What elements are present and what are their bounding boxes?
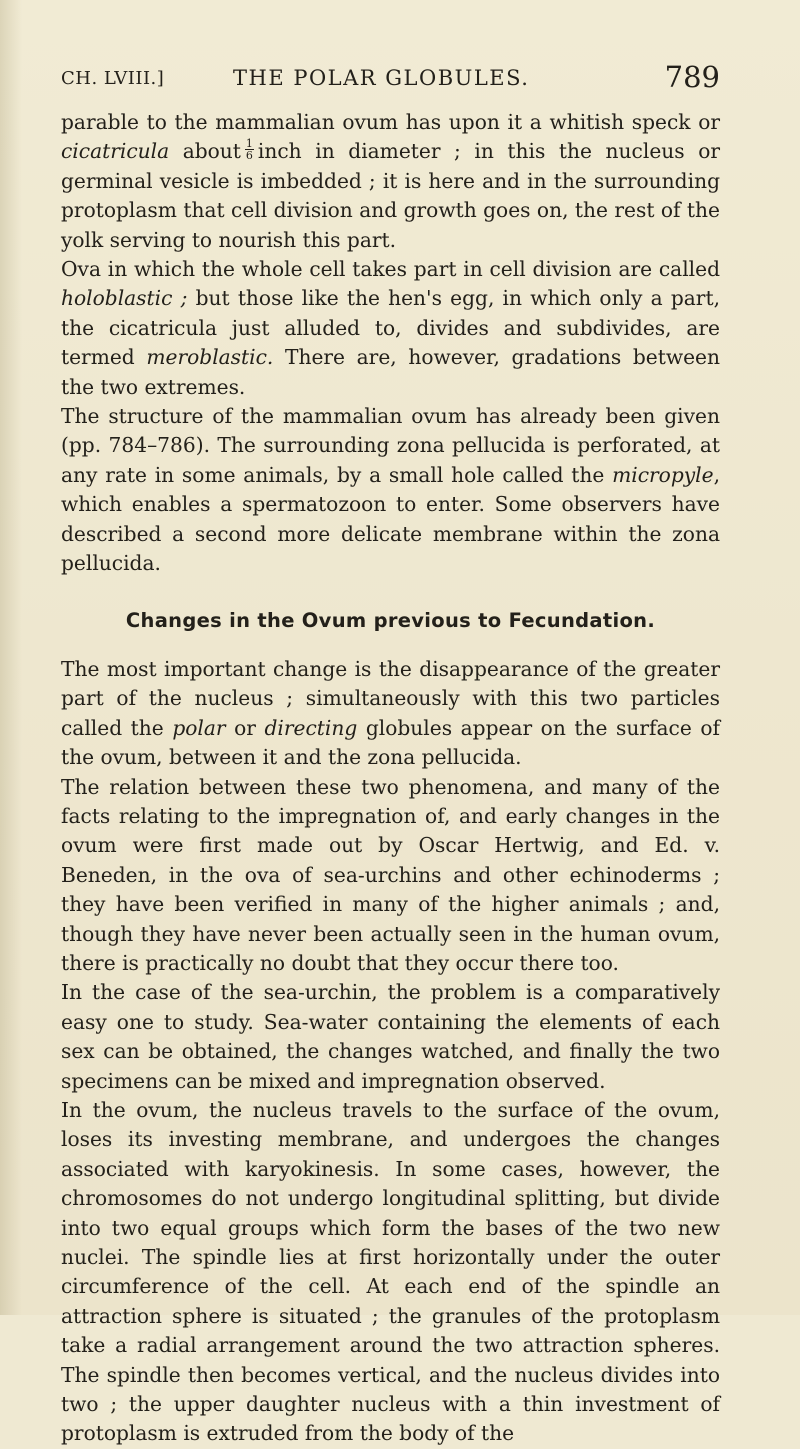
paragraph-5: The relation between these two phenomena, and many of the facts relating to the impregnation of, and early changes in the ovum were first made out by Oscar Hertwig, and Ed. v. Beneden, in the ova of sea-urchins and other echinoderms ; they have been verified in many of the higher animals ; and, though they have never been actually seen in the human ovum, there is practically no doubt that they occur there too. [61,774,720,975]
term-polar: polar [172,715,226,740]
paragraph-4-text-c: globules appear on the surface of the ovum, between it and the zona pellucida. [61,715,720,770]
fraction-numerator: 1 [245,137,253,151]
fraction-one-sixth [245,138,254,161]
term-cicatricula: cicatricula [61,139,170,164]
fraction-denominator: 6 [245,149,253,163]
page-number: 789 [664,60,720,94]
term-meroblastic: meroblastic. [146,345,274,370]
paragraph-7: In the ovum, the nucleus travels to the surface of the ovum, loses its investing membrane, and undergoes the changes associated with karyokinesis. In some cases, however, the chromosomes do not undergo longitudinal splitting, but divide into two equal groups which form the bases of the two new nuclei. The spindle lies at first horizontally under the outer circumference of the cell. At each end of the spindle an attraction sphere is situated ; the granules of the protoplasm take a radial arrangement around the two attraction spheres. The spindle then becomes vertical, and the nucleus divides into two ; the upper daughter nucleus with a thin investment of protoplasm is extruded from the body of the [61,1098,720,1446]
paragraph-3 [61,402,720,578]
paragraph-3-text-b: , which enables a spermatozoon to enter. Some observers have described a second more delicate membrane within the zona pellucida. [61,462,720,576]
term-directing: directing [264,715,358,740]
paragraph-2-text-a: Ova in which the whole cell takes part in cell division are called [61,257,720,282]
paragraph-1 [61,108,720,255]
term-micropyle: micropyle [612,462,714,487]
chapter-label: CH. LVIII.] [61,68,165,89]
paragraph-2-text-b: but those like the hen's egg, in which only a part, the cicatricula just alluded to, divides and subdivides, are termed [61,286,720,370]
paragraph-4-text-b: or [225,715,265,740]
section-heading: Changes in the Ovum previous to Fecundation. [125,608,656,632]
paragraph-1-text-a: parable to the mammalian ovum has upon it a whitish speck or [61,110,720,134]
paragraph-4-text-a: The most important change is the disappearance of the greater part of the nucleus ; simultaneously with this two particles called the [61,656,720,740]
paragraph-3-text-a: The structure of the mammalian ovum has already been given (pp. 784–786). The surrounding zona pellucida is perforated, at any rate in some animals, by a small hole called the [61,404,720,487]
paragraph-1-text-b: about [169,139,241,164]
term-holoblastic: holoblastic ; [61,286,188,311]
paragraph-1-text-c: inch in diameter ; in this the nucleus or germinal vesicle is imbedded ; it is here and in the surrounding protoplasm that cell division and growth goes on, the rest of the yolk serving to nourish this part. [61,139,720,252]
running-header [61,60,720,96]
page-body [61,108,720,1449]
paragraph-2 [61,255,720,402]
running-title: THE POLAR GLOBULES. [233,66,530,90]
paragraph-4 [61,655,720,773]
paragraph-2-text-c: There are, however, gradations between the two extremes. [61,345,720,399]
paragraph-6: In the case of the sea-urchin, the problem is a comparatively easy one to study. Sea-water containing the elements of each sex can be obtained, the changes watched, and finally the two specimens can be mixed and impregnation observed. [61,980,720,1093]
